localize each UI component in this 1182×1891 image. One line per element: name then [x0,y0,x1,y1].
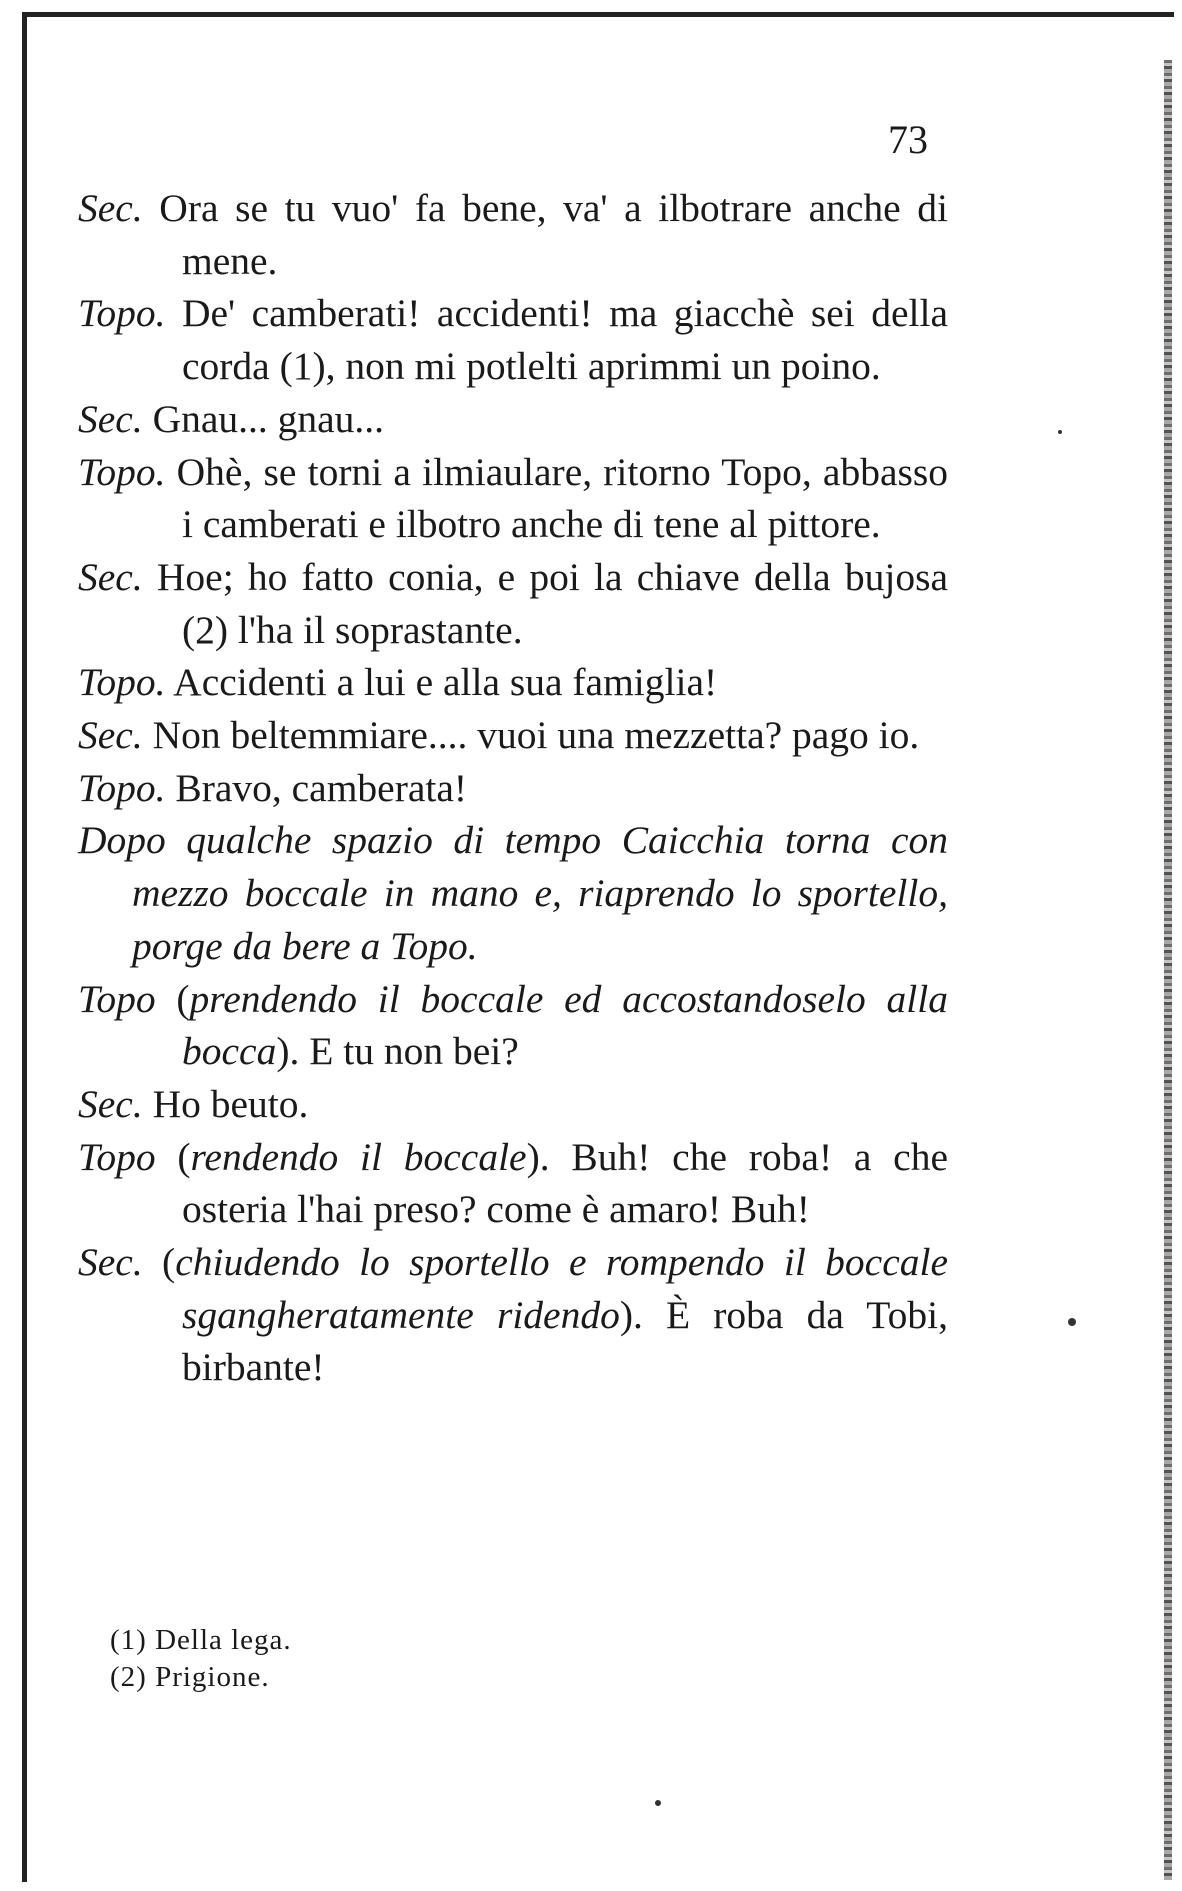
stage-direction [78,814,948,972]
footnote-mark: (1) [110,1624,147,1656]
ink-speck [1068,1318,1076,1326]
footnote-mark: (2) [110,1661,147,1693]
dialogue-line [78,762,948,815]
dialogue-line [78,709,948,762]
line-text: Gnau... gnau... [152,396,385,441]
speaker-name: Sec. [78,554,143,599]
footnote-text: Della lega. [155,1624,292,1656]
scan-border-top [24,12,1174,17]
direction-open: ( [177,1134,191,1179]
line-text: Hoe; ho fatto conia, e poi la chiave della bujosa (2) l'ha il soprastante. [156,554,949,652]
dialogue-line [78,1131,948,1236]
footnote [110,1622,292,1659]
stage-direction-text: Dopo qualche spazio di tempo Caicchia torna con mezzo boccale in mano e, riaprendo lo sportello, porge da bere a Topo. [78,818,948,968]
scan-border-left [22,12,27,1882]
footnote [110,1659,292,1696]
line-text: ). Buh! che roba! a che osteria l'hai preso? come è amaro! Buh! [182,1134,948,1232]
line-text: Accidenti a lui e alla sua famiglia! [173,660,718,705]
speaker-name: Topo [78,976,156,1021]
dialogue-line [78,182,948,287]
speaker-name: Topo [78,1134,156,1179]
line-text: Non beltemmiare.... vuoi una mezzetta? pago io. [152,713,920,758]
direction-text: prendendo il boccale ed accostandoselo alla bocca [182,976,949,1074]
speaker-name: Sec. [78,186,143,230]
speaker-name: Sec. [78,1240,143,1285]
scan-border-right [1164,60,1172,1880]
speaker-name: Sec. [78,1081,143,1126]
dialogue-line [78,1236,948,1394]
speaker-name: Sec. [78,396,143,441]
direction-open: ( [162,1240,176,1285]
dialogue-line [78,287,948,392]
line-text: De' camberati! accidenti! ma giacchè sei della corda (1), non mi potlelti aprimmi un poino. [181,291,948,389]
speaker-name: Sec. [78,713,143,758]
ink-speck [655,1800,661,1806]
line-text: Bravo, camberata! [175,765,468,810]
dialogue-line [78,1078,948,1131]
footnotes [110,1622,292,1696]
line-text: Ora se tu vuo' fa bene, va' a ilbotrare anche di mene. [159,186,948,283]
speaker-name: Topo. [78,765,166,810]
dialogue-line [78,656,948,709]
direction-text: rendendo il boccale [190,1134,527,1179]
dialogue-line [78,973,948,1078]
footnote-text: Prigione. [155,1661,270,1693]
page-number: 73 [888,117,928,162]
dialogue-line [78,446,948,551]
dialogue-text [78,182,948,1394]
direction-text: chiudendo lo sportello e rompendo il boccale sgangheratamente ridendo [175,1240,948,1337]
line-text: Ho beuto. [152,1081,309,1126]
speaker-name: Topo. [78,291,166,336]
dialogue-line [78,393,948,446]
dialogue-line [78,551,948,656]
ink-speck [1058,430,1062,434]
line-text: ). È roba da Tobi, birbante! [182,1292,948,1390]
speaker-name: Topo. [78,449,166,494]
direction-open: ( [176,976,190,1021]
line-text: Ohè, se torni a ilmiaulare, ritorno Topo, abbasso i camberati e ilbotro anche di tene al pittore. [176,449,948,547]
line-text: ). E tu non bei? [276,1029,519,1074]
speaker-name: Topo. [78,660,166,705]
